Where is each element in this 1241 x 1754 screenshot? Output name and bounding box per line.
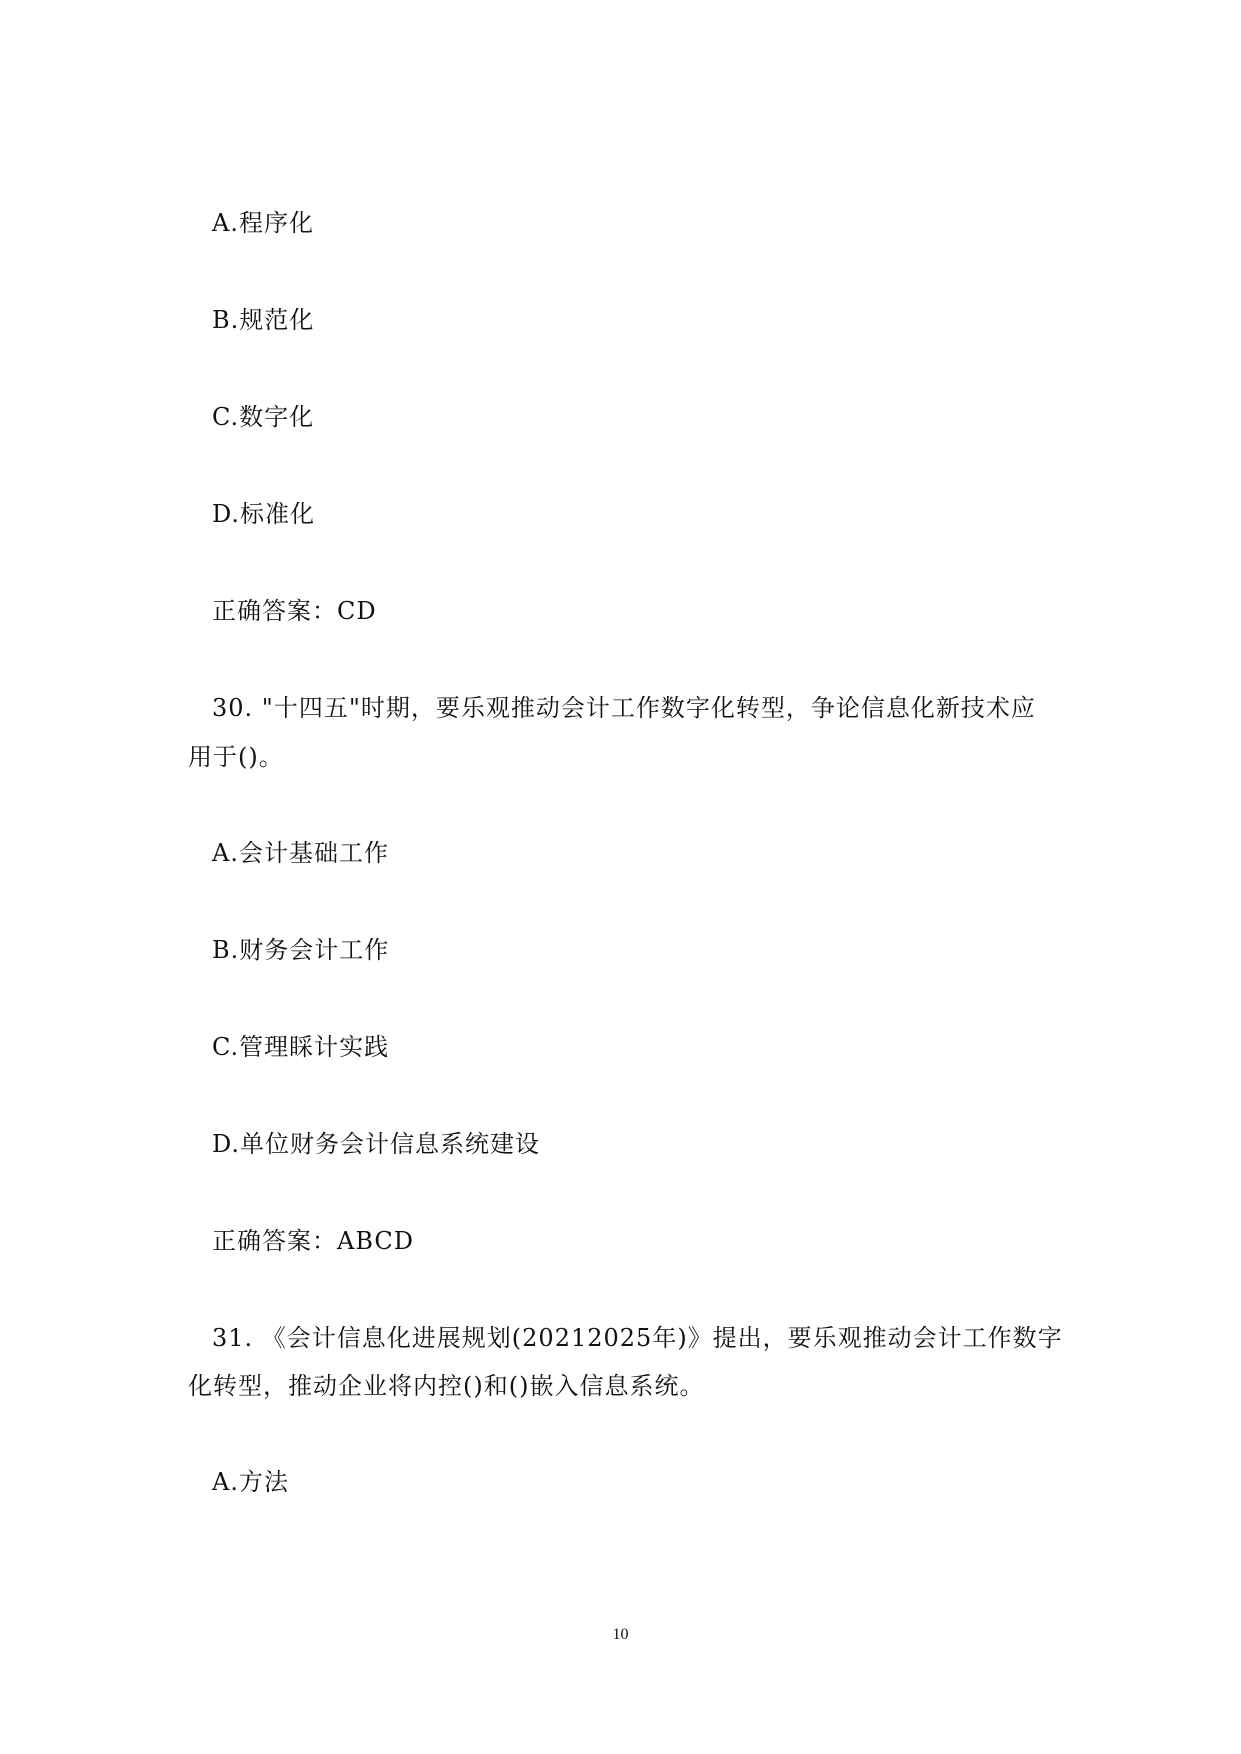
q29-option-b: B.规范化 <box>212 306 315 334</box>
q31-option-a: A.方法 <box>212 1468 289 1496</box>
q30-answer: 正确答案：ABCD <box>212 1227 415 1255</box>
q31-stem-line1: 31. 《会计信息化进展规划(20212025年)》提出，要乐观推动会计工作数字 <box>212 1324 1063 1352</box>
q30-option-a: A.会计基础工作 <box>212 839 389 867</box>
q29-option-d: D.标准化 <box>212 500 316 528</box>
q30-stem-line2: 用于()。 <box>188 743 284 771</box>
q29-option-a: A.程序化 <box>212 209 314 237</box>
q30-stem-line1: 30. "十四五"时期，要乐观推动会计工作数字化转型，争论信息化新技术应 <box>212 694 1036 722</box>
q30-option-c: C.管理睬计实践 <box>212 1033 390 1061</box>
q29-option-c: C.数字化 <box>212 403 315 431</box>
page-number: 10 <box>612 1626 629 1643</box>
q30-option-b: B.财务会计工作 <box>212 936 390 964</box>
q30-option-d: D.单位财务会计信息系统建设 <box>212 1130 541 1158</box>
q29-answer: 正确答案：CD <box>212 597 377 625</box>
q31-stem-line2: 化转型，推动企业将内控()和()嵌入信息系统。 <box>188 1372 705 1400</box>
